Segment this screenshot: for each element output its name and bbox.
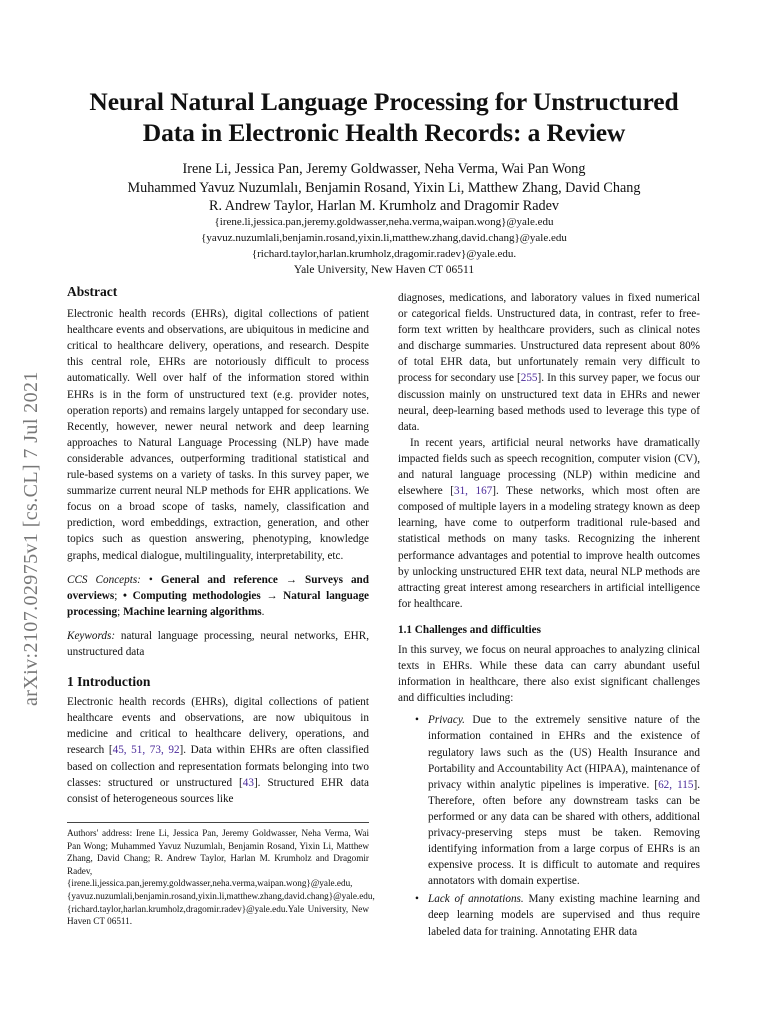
ccs-concepts [67,572,369,620]
author-list [40,160,728,216]
author-line: Muhammed Yavuz Nuzumlalı, Benjamin Rosand, Yixin Li, Matthew Zhang, David Chang [127,179,641,196]
left-column [67,284,369,807]
ccs-bullet: • [140,573,161,586]
subsection-heading-challenges: 1.1 Challenges and difficulties [398,623,541,636]
ccs-item: Machine learning algorithms [123,605,262,618]
body-paragraph [398,290,700,435]
author-line: R. Andrew Taylor, Harlan M. Krumholz and Dragomir Radev [208,198,560,214]
email-line: {richard.taylor,harlan.krumholz,dragomir.radev}@yale.edu. [251,248,517,260]
keywords-text: natural language processing, neural networks, EHR, unstructured data [67,629,369,658]
title-line: Data in Electronic Health Records: a Review [142,118,626,147]
ccs-item: General and reference → Surveys and overviews [67,573,369,602]
email-line: {yavuz.nuzumlali,benjamin.rosand,yixin.li,matthew.zhang,david.chang}@yale.edu [201,232,567,244]
intro-text: ]. Structured EHR data consist of heterogeneous sources like [67,776,369,805]
keywords [67,628,369,660]
item-text: Many existing machine learning and deep learning models are supervised and thus require labeled data for training. Annotating EHR data [428,893,700,938]
list-item [428,712,700,889]
citation-link[interactable]: 43 [242,776,254,789]
paper-title [40,86,728,148]
title-line: Neural Natural Language Processing for Unstructured [89,87,679,116]
item-text: ]. Therefore, often before any downstream tasks can be performed or any data can be shared with others, additional privacy-preserving steps must be taken. Removing identifying information from a large corpus of EHRs is an expensive process. It is difficult to automate and requires annotators with domain expertise. [428,778,700,888]
author-line: Irene Li, Jessica Pan, Jeremy Goldwasser, Neha Verma, Wai Pan Wong [182,161,586,177]
item-text: Due to the extremely sensitive nature of the information contained in EHRs and the existence of regulatory laws such as the (US) Health Insurance and Portability and Accountability Act (HIPAA), maintenance of privacy within analytic pipelines is imperative. [ [428,714,700,791]
ccs-sep: ; [117,605,124,618]
item-label: Lack of annotations. [428,893,524,906]
ccs-end: . [261,605,265,618]
email-block [40,214,728,278]
abstract-heading: Abstract [67,284,118,299]
email-line: {irene.li,jessica.pan,jeremy.goldwasser,neha.verma,waipan.wong}@yale.edu [214,216,554,228]
body-text: ]. In this survey paper, we focus our discussion mainly on unstructured text data in EHRs and newer neural, deep-learning based methods used to leverage this type of data. [398,372,700,433]
citation-link[interactable]: 62, 115 [658,778,694,791]
intro-paragraph [67,694,369,807]
citation-link[interactable]: 31, 167 [453,485,493,498]
item-label: Privacy. [428,714,465,727]
ccs-sep: ; [114,589,123,602]
list-item [428,891,700,939]
author-footnote: Authors' address: Irene Li, Jessica Pan, Jeremy Goldwasser, Neha Verma, Wai Pan Wong; Muhammed Yavuz Nuzumlalı, Benjamin Rosand, Yixin Li, Matthew Zhang, David Chang; R. Andrew Taylor, Harlan M. Krumholz and Dragomir Radev, {irene.li,jessica.pan,jeremy.goldwasser,neha.verma,waipan.wong}@yale.edu, {yavuz.nuzumlali,benjamin.rosand,yixin.li,matthew.zhang,david.chang}@yale.edu, {richard.taylor,harlan.krumholz,dragomir.radev}@yale.edu.Yale University, New Haven CT 06511. [67,822,369,928]
ccs-bullet: • [123,589,133,602]
right-column [398,290,700,942]
citation-link[interactable]: 255 [520,372,538,385]
affiliation: Yale University, New Haven CT 06511 [293,264,475,276]
keywords-label: Keywords: [67,629,116,642]
arxiv-stamp: arXiv:2107.02975v1 [cs.CL] 7 Jul 2021 [20,371,42,706]
abstract-text: Electronic health records (EHRs), digital collections of patient healthcare events and observations, are ubiquitous in medicine and critical to healthcare delivery, operations, and research. Despite this central role, EHRs are notoriously difficult to process automatically. Well over half of the information stored within EHRs is in the form of unstructured text (e.g. provider notes, operation reports) and remains largely untapped for secondary use. Recently, however, newer neural network and deep learning approaches to Natural Language Processing (NLP) have made considerable advances, outperforming traditional statistical and rule-based systems on a variety of tasks. In this survey paper, we summarize current neural NLP methods for EHR applications. We focus on a broad scope of tasks, namely, classification and prediction, word embeddings, extraction, generation, and other topics such as question answering, phenotyping, knowledge graphs, medical dialogue, multilinguality, interpretability, etc. [67,308,369,562]
ccs-item: Computing methodologies → Natural language processing [67,589,370,618]
challenges-list [398,712,700,939]
citation-link[interactable]: 45, 51, 73, 92 [112,744,180,757]
intro-text: Electronic health records (EHRs), digital collections of patient healthcare events and observations, are now ubiquitous in medicine and critical to healthcare delivery, operations, and research [ [67,696,369,757]
section-heading-introduction: 1 Introduction [67,674,151,690]
body-text: ]. These networks, which most often are composed of multiple layers in a modeling strategy known as deep learning, have come to outperform traditional rule-based and statistical methods on many tasks. Recognizing the inherent performance advantages and potential to improve health outcomes by unlocking unstructured EHR text data, neural NLP methods are attracting great interest among researchers in artificial intelligence for healthcare. [398,485,701,610]
body-text: In recent years, artificial neural networks have dramatically impacted fields such as speech recognition, computer vision (CV), and natural language processing (NLP) within medicine and elsewhere [ [398,436,700,498]
body-text: diagnoses, medications, and laboratory values in fixed numerical or categorical fields. Unstructured data, in contrast, refer to free-form text written by healthcare providers, such as clinical notes and discharge summaries. Unstructured data represent about 80% of total EHR data, but unfortunately remain very difficult to process for secondary use [ [398,292,700,385]
challenges-intro: In this survey, we focus on neural approaches to analyzing clinical texts in EHRs. While these data can carry abundant useful information in healthcare, there also exist significant challenges and difficulties including: [398,643,700,705]
intro-text: ]. Data within EHRs are often classified based on collection and representation formats belonging into two classes: structured or unstructured [ [67,744,369,789]
ccs-label: CCS Concepts: [67,573,141,586]
body-paragraph [398,435,700,612]
